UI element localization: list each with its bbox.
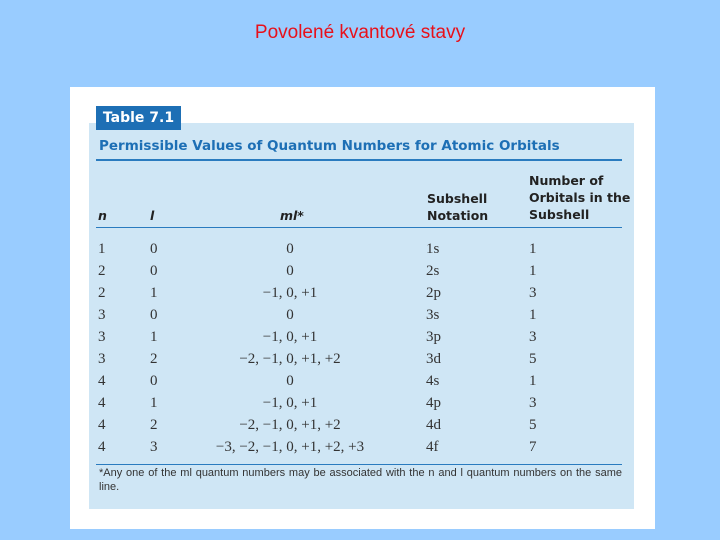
- cell-subshell: 4d: [426, 417, 441, 433]
- cell-count: 3: [529, 285, 537, 301]
- cell-subshell: 2s: [426, 263, 440, 279]
- table-row: [0, 348, 720, 370]
- header-rule: [96, 227, 622, 228]
- cell-n: 4: [98, 373, 106, 389]
- cell-subshell: 1s: [426, 241, 440, 257]
- cell-count: 1: [529, 307, 537, 323]
- cell-l: 1: [150, 329, 158, 345]
- cell-subshell: 3d: [426, 351, 441, 367]
- cell-n: 4: [98, 439, 106, 455]
- table-row: [0, 436, 720, 458]
- header-subshell: [427, 190, 488, 224]
- header-subshell-line2: Notation: [427, 208, 489, 223]
- cell-l: 0: [150, 307, 158, 323]
- header-ml: ml*: [280, 208, 304, 223]
- cell-ml: 0: [286, 307, 294, 323]
- table-row: [0, 326, 720, 348]
- header-number: [529, 172, 630, 223]
- cell-count: 3: [529, 395, 537, 411]
- table-row: [0, 304, 720, 326]
- cell-subshell: 3s: [426, 307, 440, 323]
- cell-count: 7: [529, 439, 537, 455]
- cell-subshell: 2p: [426, 285, 441, 301]
- header-number-line3: Subshell: [529, 207, 590, 222]
- cell-ml: 0: [286, 263, 294, 279]
- table-row: [0, 238, 720, 260]
- table-label: Table 7.1: [96, 106, 181, 130]
- cell-ml: −1, 0, +1: [262, 329, 318, 345]
- cell-l: 2: [150, 417, 158, 433]
- cell-subshell: 3p: [426, 329, 441, 345]
- slide-title: Povolené kvantové stavy: [254, 22, 466, 43]
- table-row: [0, 282, 720, 304]
- header-l: l: [150, 208, 155, 223]
- cell-l: 0: [150, 373, 158, 389]
- cell-count: 1: [529, 373, 537, 389]
- cell-l: 2: [150, 351, 158, 367]
- cell-ml: −1, 0, +1: [262, 395, 318, 411]
- cell-l: 3: [150, 439, 158, 455]
- cell-count: 5: [529, 417, 537, 433]
- cell-ml: 0: [286, 373, 294, 389]
- cell-n: 2: [98, 285, 106, 301]
- cell-n: 4: [98, 395, 106, 411]
- header-number-line1: Number of: [529, 173, 604, 188]
- cell-n: 2: [98, 263, 106, 279]
- cell-subshell: 4s: [426, 373, 440, 389]
- footnote-rule: [96, 464, 622, 465]
- header-subshell-line1: Subshell: [427, 191, 488, 206]
- cell-subshell: 4f: [426, 439, 439, 455]
- cell-l: 1: [150, 285, 158, 301]
- cell-n: 3: [98, 307, 106, 323]
- table-caption: Permissible Values of Quantum Numbers for Atomic Orbitals: [99, 138, 560, 154]
- cell-ml: −1, 0, +1: [262, 285, 318, 301]
- cell-l: 1: [150, 395, 158, 411]
- cell-ml: 0: [286, 241, 294, 257]
- cell-count: 3: [529, 329, 537, 345]
- cell-n: 3: [98, 351, 106, 367]
- cell-ml: −3, −2, −1, 0, +1, +2, +3: [215, 439, 365, 455]
- table-row: [0, 414, 720, 436]
- caption-rule: [96, 159, 622, 161]
- table-row: [0, 392, 720, 414]
- header-number-line2: Orbitals in the: [529, 190, 631, 205]
- cell-n: 4: [98, 417, 106, 433]
- cell-count: 1: [529, 263, 537, 279]
- cell-count: 1: [529, 241, 537, 257]
- header-n: n: [98, 208, 107, 223]
- cell-ml: −2, −1, 0, +1, +2: [239, 417, 341, 433]
- table-footnote: *Any one of the ml quantum numbers may be associated with the n and l quantum numbers on the same line.: [99, 467, 622, 493]
- cell-l: 0: [150, 241, 158, 257]
- cell-n: 1: [98, 241, 106, 257]
- cell-n: 3: [98, 329, 106, 345]
- cell-subshell: 4p: [426, 395, 441, 411]
- table-row: [0, 260, 720, 282]
- cell-l: 0: [150, 263, 158, 279]
- cell-ml: −2, −1, 0, +1, +2: [239, 351, 341, 367]
- cell-count: 5: [529, 351, 537, 367]
- table-row: [0, 370, 720, 392]
